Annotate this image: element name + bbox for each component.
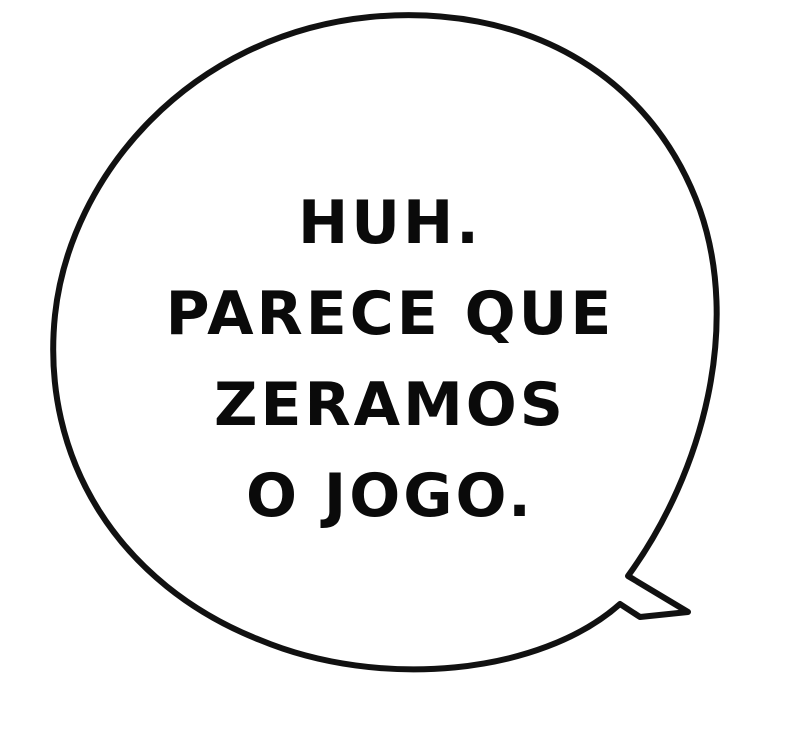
- speech-line-2: PARECE QUE: [165, 279, 615, 349]
- speech-line-3: ZERAMOS: [213, 370, 567, 440]
- speech-line-1: HUH.: [298, 188, 482, 258]
- speech-line-4: O JOGO.: [246, 461, 534, 531]
- speech-bubble-text: [110, 178, 670, 542]
